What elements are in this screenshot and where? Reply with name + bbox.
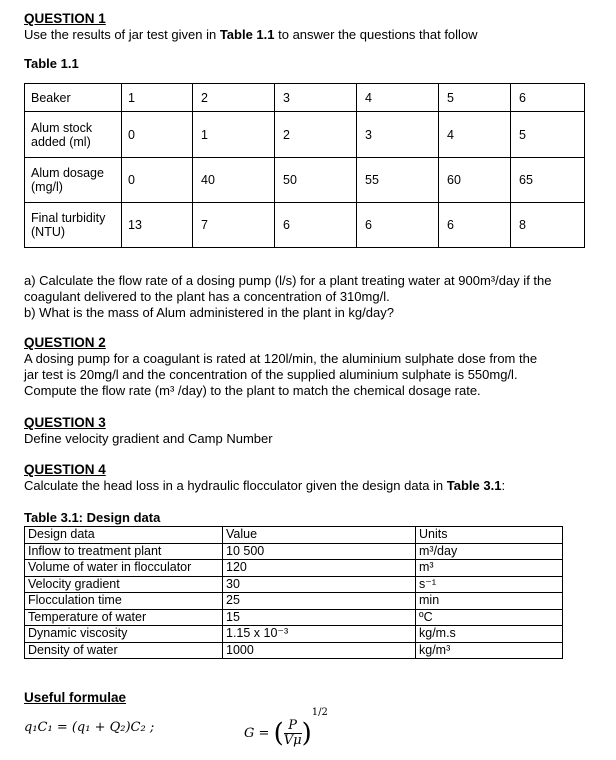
table-cell: 1 <box>193 112 275 158</box>
intro-text-end: to answer the questions that follow <box>274 27 478 42</box>
g-denominator: Vμ <box>283 733 302 748</box>
table-cell: 4 <box>439 112 511 158</box>
table-cell: 0 <box>122 158 193 203</box>
row-label <box>25 158 122 203</box>
table-cell: Flocculation time <box>25 593 223 610</box>
row-label <box>25 112 122 158</box>
table-cell: 2 <box>275 112 357 158</box>
table-cell: 25 <box>223 593 416 610</box>
question-4-heading: QUESTION 4 <box>24 462 106 477</box>
question-1b: b) What is the mass of Alum administered in the plant in kg/day? <box>24 305 394 320</box>
table-row <box>25 112 585 158</box>
table-cell: Temperature of water <box>25 609 223 626</box>
table-ref: Table 3.1 <box>446 478 502 493</box>
table-cell: s⁻¹ <box>416 576 563 593</box>
question-2-line-3: Compute the flow rate (m³ /day) to the plant to match the chemical dosage rate. <box>24 383 481 398</box>
table-cell: 1.15 x 10⁻³ <box>223 626 416 643</box>
question-2-line-2: jar test is 20mg/l and the concentration of the supplied aluminium sulphate is 550mg/l. <box>24 367 518 382</box>
row-label-line: Alum dosage <box>31 166 104 180</box>
table-cell: 5 <box>511 112 585 158</box>
table-cell: 13 <box>122 203 193 248</box>
table-cell: 8 <box>511 203 585 248</box>
table-cell: 15 <box>223 609 416 626</box>
table-cell: 6 <box>511 84 585 112</box>
table-row <box>25 543 563 560</box>
table-1-1-caption: Table 1.1 <box>24 56 79 71</box>
table-row <box>25 576 563 593</box>
column-header: Value <box>223 527 416 544</box>
question-4-intro <box>24 478 505 493</box>
table-cell: 3 <box>275 84 357 112</box>
row-label-line: added (ml) <box>31 134 91 149</box>
table-cell: Volume of water in flocculator <box>25 560 223 577</box>
intro-text: Calculate the head loss in a hydraulic flocculator given the design data in <box>24 478 447 493</box>
table-cell: Velocity gradient <box>25 576 223 593</box>
question-3-heading: QUESTION 3 <box>24 415 106 430</box>
table-cell: 60 <box>439 158 511 203</box>
table-cell: 5 <box>439 84 511 112</box>
useful-formulae-heading: Useful formulae <box>24 690 127 705</box>
row-label-line: Final turbidity <box>31 211 106 225</box>
table-cell: 120 <box>223 560 416 577</box>
table-row <box>25 84 585 112</box>
table-cell: Inflow to treatment plant <box>25 543 223 560</box>
table-cell: 6 <box>439 203 511 248</box>
table-cell: m³ <box>416 560 563 577</box>
table-cell: 6 <box>275 203 357 248</box>
design-data-table <box>24 526 563 659</box>
table-cell: m³/day <box>416 543 563 560</box>
column-header: Design data <box>25 527 223 544</box>
intro-text-end: : <box>501 478 506 493</box>
table-cell: 30 <box>223 576 416 593</box>
table-header-row <box>25 527 563 544</box>
table-row <box>25 560 563 577</box>
question-1a-line-2: coagulant delivered to the plant has a concentration of 310mg/l. <box>24 289 390 304</box>
question-1a-line-1: a) Calculate the flow rate of a dosing pump (l/s) for a plant treating water at 900m³/day if the <box>24 273 552 288</box>
question-2-heading: QUESTION 2 <box>24 335 106 350</box>
table-cell: kg/m³ <box>416 642 563 659</box>
table-cell: 65 <box>511 158 585 203</box>
table-row <box>25 593 563 610</box>
table-cell: 7 <box>193 203 275 248</box>
g-numerator: P <box>284 719 302 734</box>
table-row <box>25 609 563 626</box>
table-ref: Table 1.1 <box>219 27 275 42</box>
table-row <box>25 642 563 659</box>
formula-velocity-gradient: G = ( $\frac{P}{V\mu}$ )$^{1/2}$ <box>244 707 328 749</box>
table-cell: 3 <box>357 112 439 158</box>
table-cell: 4 <box>357 84 439 112</box>
g-lhs: G = <box>244 726 270 741</box>
table-row <box>25 626 563 643</box>
g-exponent: 1/2 <box>311 707 328 718</box>
question-1-intro <box>24 27 478 42</box>
column-header: Units <box>416 527 563 544</box>
question-3-line: Define velocity gradient and Camp Number <box>24 431 273 446</box>
question-2-line-1: A dosing pump for a coagulant is rated at 120l/min, the aluminium sulphate dose from the <box>24 351 538 366</box>
table-cell: 55 <box>357 158 439 203</box>
table-cell: 1 <box>122 84 193 112</box>
row-label-line: (mg/l) <box>31 180 63 194</box>
table-cell: ºC <box>416 609 563 626</box>
table-cell: 1000 <box>223 642 416 659</box>
question-1-heading: QUESTION 1 <box>24 11 106 26</box>
table-cell: 50 <box>275 158 357 203</box>
table-cell: Dynamic viscosity <box>25 626 223 643</box>
table-row <box>25 158 585 203</box>
table-row <box>25 203 585 248</box>
table-cell: 6 <box>357 203 439 248</box>
row-label <box>25 84 122 112</box>
jar-test-table <box>24 83 585 248</box>
row-label-line: Alum stock <box>31 120 93 135</box>
row-label-line: (NTU) <box>31 225 66 239</box>
formula-mass-balance: q₁C₁ = (q₁ + Q₂)C₂ ; <box>24 720 155 735</box>
intro-text: Use the results of jar test given in <box>24 27 220 42</box>
table-cell: 2 <box>193 84 275 112</box>
table-3-1-caption: Table 3.1: Design data <box>24 510 161 525</box>
row-label-line: Beaker <box>31 90 71 105</box>
table-cell: kg/m.s <box>416 626 563 643</box>
row-label <box>25 203 122 248</box>
table-cell: 40 <box>193 158 275 203</box>
table-cell: 0 <box>122 112 193 158</box>
table-cell: 10 500 <box>223 543 416 560</box>
table-cell: min <box>416 593 563 610</box>
table-cell: Density of water <box>25 642 223 659</box>
